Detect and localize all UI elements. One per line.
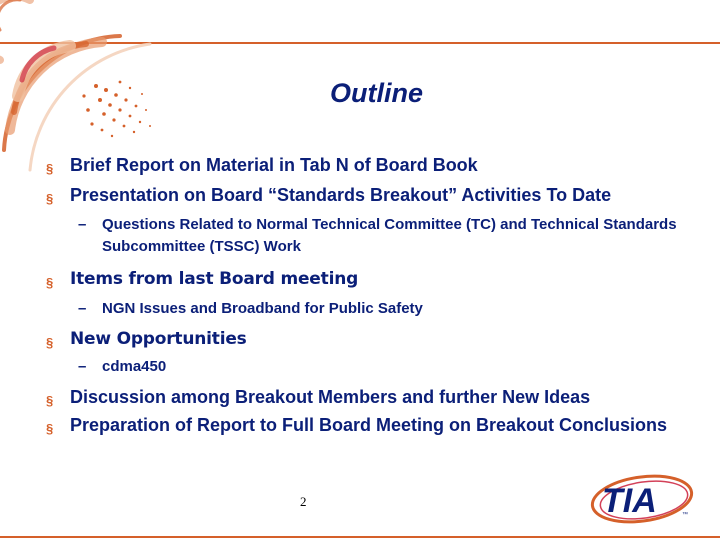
dash-marker: –: [78, 300, 87, 317]
tia-logo: [588, 472, 700, 526]
bullet-marker: §: [46, 421, 54, 436]
sub-bullet-text: Questions Related to Normal Technical Committee (TC) and Technical Standards Subcommittee (TSSC) Work: [102, 216, 677, 255]
bullet-text: Brief Report on Material in Tab N of Board Book: [70, 155, 478, 175]
top-rule: [0, 42, 720, 44]
bullet-marker: §: [46, 191, 54, 206]
bullet-marker: §: [46, 335, 54, 350]
sub-bullet-item: [46, 356, 686, 378]
sub-bullet-item: [46, 298, 686, 320]
arc-6: [0, 0, 30, 60]
bullet-text: Preparation of Report to Full Board Meeting on Breakout Conclusions: [70, 415, 668, 435]
bullet-marker: §: [46, 161, 54, 176]
bullet-marker: §: [46, 275, 54, 290]
page-number: 2: [300, 494, 307, 509]
bullet-text: Presentation on Board “Standards Breakout” Activities To Date: [70, 185, 612, 205]
bullet-item: [46, 412, 686, 438]
dot-pattern: [82, 81, 151, 138]
bottom-rule: [0, 536, 720, 538]
bullet-item: [46, 266, 686, 292]
bullet-item: [46, 152, 686, 178]
bullet-item: [46, 182, 686, 208]
bullet-text: Discussion among Breakout Members and further New Ideas: [70, 387, 591, 407]
arc-7: [0, 0, 20, 30]
dash-marker: –: [78, 358, 87, 375]
bullet-text: Items from last Board meeting: [70, 269, 359, 289]
sub-bullet-item: [46, 214, 686, 258]
bullet-text: New Opportunities: [70, 329, 247, 349]
outline-list: [46, 152, 686, 438]
logo-wordmark: TIA: [602, 482, 657, 520]
sub-bullet-text: cdma450: [102, 358, 167, 375]
slide-title: Outline: [330, 78, 423, 108]
bullet-item: [46, 326, 686, 352]
bullet-item: [46, 384, 686, 410]
logo-trademark: ™: [682, 512, 688, 518]
sub-bullet-text: NGN Issues and Broadband for Public Safety: [102, 300, 423, 317]
bullet-marker: §: [46, 393, 54, 408]
dash-marker: –: [78, 216, 87, 233]
